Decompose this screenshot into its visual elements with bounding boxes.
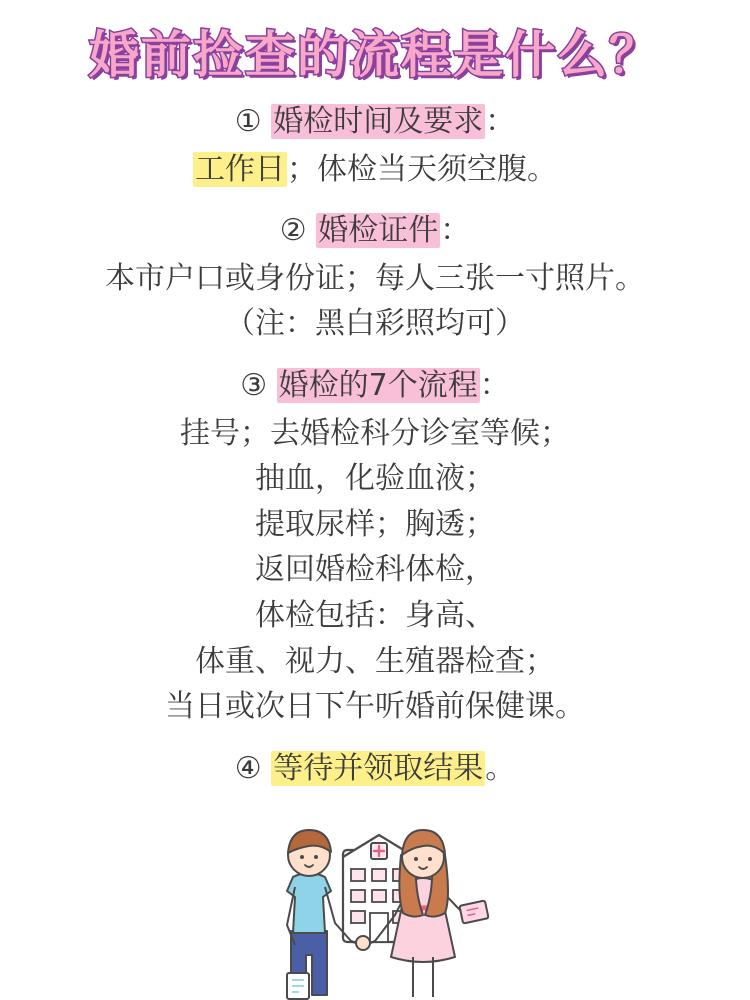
marriage-certificate-icon <box>459 900 488 923</box>
illustration-svg <box>225 795 525 1000</box>
section-3-heading-line <box>24 363 726 409</box>
section-1-heading-suffix: ： <box>485 104 516 139</box>
section-3-line-6: 体重、视力、生殖器检查； <box>195 643 555 679</box>
couple-with-hospital-illustration <box>0 795 750 1000</box>
section-4-heading: 等待并领取结果 <box>273 750 484 786</box>
section-1-heading: 婚检时间及要求 <box>273 104 484 139</box>
section-2-line-2: （注：黑白彩照均可） <box>225 306 525 342</box>
section-1-heading-line <box>24 99 726 145</box>
section-3-heading-suffix: ： <box>479 367 510 403</box>
section-4 <box>24 746 726 792</box>
section-1-line-1 <box>24 147 726 193</box>
section-1-marker: ① <box>234 104 262 139</box>
section-1 <box>24 99 726 192</box>
section-2 <box>24 208 726 347</box>
section-2-heading: 婚检证件 <box>318 213 439 249</box>
section-3-line-5: 体检包括：身高、 <box>255 597 495 633</box>
section-2-heading-line <box>24 208 726 254</box>
section-2-heading-suffix: ： <box>440 213 471 249</box>
section-3-line-4: 返回婚检科体检， <box>255 552 495 588</box>
section-1-line-1-highlight: 工作日 <box>195 151 285 187</box>
content-body <box>24 99 726 791</box>
section-3-marker: ③ <box>240 367 268 403</box>
section-2-line-1: 本市户口或身份证；每人三张一寸照片。 <box>105 260 645 296</box>
section-3-line-2: 抽血，化验血液； <box>255 461 495 497</box>
section-4-marker: ④ <box>234 750 262 786</box>
page-title-wrap <box>24 28 726 83</box>
section-3 <box>24 363 726 730</box>
section-2-marker: ② <box>279 213 307 249</box>
section-3-line-7: 当日或次日下午听婚前保健课。 <box>165 689 585 725</box>
section-4-heading-suffix: 。 <box>485 750 516 786</box>
section-1-line-1-rest: ；体检当天须空腹。 <box>287 151 557 187</box>
document-icon <box>287 973 309 999</box>
page-title: 婚前捡查的流程是什么？ <box>89 26 661 84</box>
section-4-heading-line <box>24 746 726 792</box>
section-3-line-1: 挂号；去婚检科分诊室等候； <box>180 415 570 451</box>
section-3-line-3: 提取尿样；胸透； <box>255 506 495 542</box>
man-figure <box>287 830 351 995</box>
section-3-heading: 婚检的7个流程 <box>278 367 478 403</box>
